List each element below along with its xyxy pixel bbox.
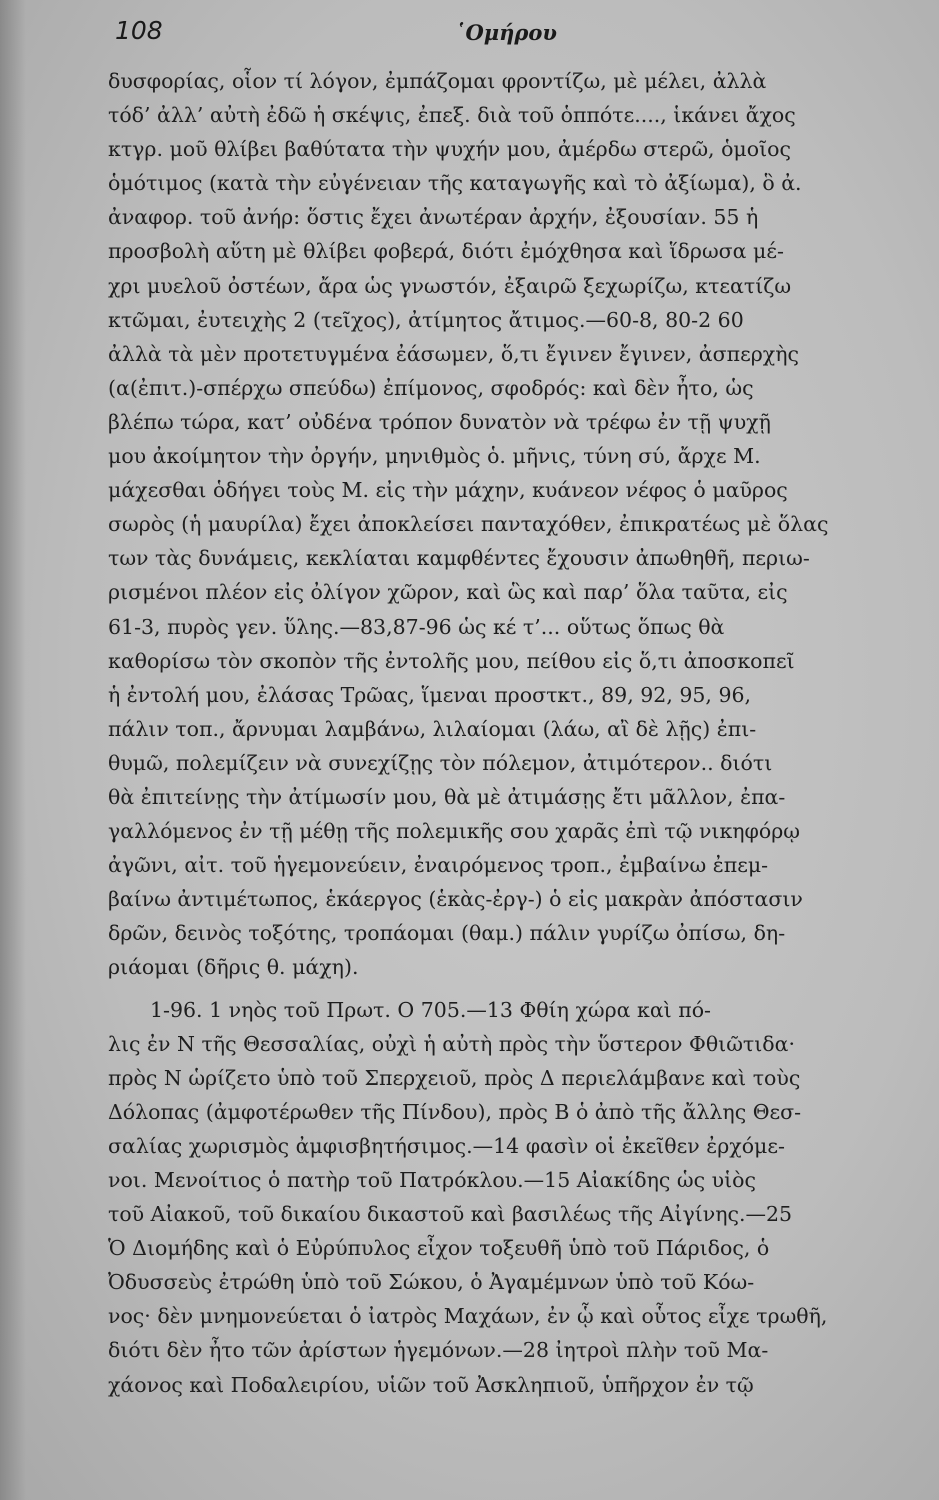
text-line: ἀγῶνι, αἰτ. τοῦ ἡγεμονεύειν, ἐναιρόμενος τροπ., ἐμβαίνω ἐπεμ- <box>108 853 769 878</box>
text-line: των τὰς δυνάμεις, κεκλίαται καμφθέντες ἔχουσιν ἀπωθηθῆ, περιω- <box>108 546 810 571</box>
text-line: κτγρ. μοῦ θλίβει βαθύτατα τὴν ψυχήν μου, ἀμέρδω στερῶ, ὁμοῖος <box>108 137 791 162</box>
text-line: 61-3, πυρὸς γεν. ὕλης.—83,87-96 ὡς κέ τ’... οὕτως ὅπως θὰ <box>108 614 725 639</box>
text-line: γαλλόμενος ἐν τῇ μέθῃ τῆς πολεμικῆς σου χαρᾶς ἐπὶ τῷ νικηφόρῳ <box>108 819 801 844</box>
page-header <box>0 10 939 50</box>
text-line: ριάομαι (δῆρις θ. μάχη). <box>108 955 359 980</box>
text-line: βλέπω τώρα, κατ’ οὐδένα τρόπον δυνατὸν νὰ τρέφω ἐν τῇ ψυχῇ <box>108 409 771 434</box>
text-line: θὰ ἐπιτείνῃς τὴν ἀτίμωσίν μου, θὰ μὲ ἀτιμάσῃς ἔτι μᾶλλον, ἐπα- <box>108 784 786 809</box>
text-line: διότι δὲν ἦτο τῶν ἀρίστων ἡγεμόνων.—28 ἰητροὶ πλὴν τοῦ Μα- <box>108 1338 769 1363</box>
text-line: (α(ἐπιτ.)-σπέρχω σπεύδω) ἐπίμονος, σφοδρός: καὶ δὲν ἦτο, ὡς <box>108 375 754 400</box>
text-line: χρι μυελοῦ ὀστέων, ἄρα ὡς γνωστόν, ἐξαιρῶ ξεχωρίζω, κτεατίζω <box>108 273 792 298</box>
text-line: ἡ ἐντολή μου, ἐλάσας Τρῶας, ἵμεναι προστκτ., 89, 92, 95, 96, <box>108 682 752 707</box>
text-line: σαλίας χωρισμὸς ἀμφισβητήσιμος.—14 φασὶν οἱ ἐκεῖθεν ἐρχόμε- <box>108 1133 785 1158</box>
text-line: δρῶν, δεινὸς τοξότης, τροπάομαι (θαμ.) πάλιν γυρίζω ὀπίσω, δη- <box>108 921 786 946</box>
text-line: κτῶμαι, ἐυτειχὴς 2 (τεῖχος), ἀτίμητος ἄτιμος.—60-8, 80-2 60 <box>108 307 744 332</box>
text-line: σωρὸς (ἡ μαυρίλα) ἔχει ἀποκλείσει πανταχόθεν, ἐπικρατέως μὲ ὅλας <box>108 512 829 537</box>
text-line: ρισμένοι πλέον εἰς ὀλίγον χῶρον, καὶ ὣς καὶ παρ’ ὅλα ταῦτα, εἰς <box>108 580 788 605</box>
text-line: πάλιν τοπ., ἄρνυμαι λαμβάνω, λιλαίομαι (λάω, αἲ δὲ λῇς) ἐπι- <box>108 716 757 741</box>
section-start-line: 1-96. 1 νηὸς τοῦ Πρωτ. Ο 705.—13 Φθίη χώρα καὶ πό- <box>150 997 711 1022</box>
commentary-text <box>108 64 918 1402</box>
text-line: ἀλλὰ τὰ μὲν προτετυγμένα ἐάσωμεν, ὅ,τι ἔγινεν ἔγινεν, ἀσπερχὴς <box>108 341 799 366</box>
text-line: καθορίσω τὸν σκοπὸν τῆς ἐντολῆς μου, πείθου εἰς ὅ,τι ἀποσκοπεῖ <box>108 648 795 673</box>
text-line: θυμῶ, πολεμίζειν νὰ συνεχίζῃς τὸν πόλεμον, ἀτιμότερον.. διότι <box>108 750 773 775</box>
text-line: χάονος καὶ Ποδαλειρίου, υἱῶν τοῦ Ἀσκληπιοῦ, ὑπῆρχον ἐν τῷ <box>108 1372 754 1397</box>
text-line: τόδ’ ἀλλ’ αὐτὴ ἐδῶ ἡ σκέψις, ἐπεξ. διὰ τοῦ ὁππότε...., ἱκάνει ἄχος <box>108 103 796 128</box>
text-line: ἀναφορ. τοῦ ἀνήρ: ὅστις ἔχει ἀνωτέραν ἀρχήν, ἐξουσίαν. 55 ἡ <box>108 205 759 230</box>
text-line: Δόλοπας (ἀμφοτέρωθεν τῆς Πίνδου), πρὸς Β ὁ ἀπὸ τῆς ἄλλης Θεσ- <box>108 1099 802 1124</box>
text-line: μάχεσθαι ὁδήγει τοὺς Μ. εἰς τὴν μάχην, κυάνεον νέφος ὁ μαῦρος <box>108 478 788 503</box>
text-line: νοι. Μενοίτιος ὁ πατὴρ τοῦ Πατρόκλου.—15 Αἰακίδης ὡς υἱὸς <box>108 1168 756 1192</box>
text-line: Ὀδυσσεὺς ἐτρώθη ὑπὸ τοῦ Σώκου, ὁ Ἀγαμέμνων ὑπὸ τοῦ Κόω- <box>108 1270 755 1295</box>
text-line: ὁμότιμος (κατὰ τὴν εὐγένειαν τῆς καταγωγῆς καὶ τὸ ἀξίωμα), ὃ ἀ. <box>108 171 802 196</box>
text-line: πρὸς Ν ὡρίζετο ὑπὸ τοῦ Σπερχειοῦ, πρὸς Δ περιελάμβανε καὶ τοὺς <box>108 1065 801 1090</box>
text-line: λις ἐν Ν τῆς Θεσσαλίας, οὐχὶ ἡ αὐτὴ πρὸς τὴν ὕστερον Φθιῶτιδα· <box>108 1031 795 1056</box>
running-title: ῾Ομήρου <box>455 20 557 45</box>
text-line: δυσφορίας, οἷον τί λόγον, ἐμπάζομαι φροντίζω, μὲ μέλει, ἀλλὰ <box>108 69 767 93</box>
text-line: τοῦ Αἰακοῦ, τοῦ δικαίου δικαστοῦ καὶ βασιλέως τῆς Αἰγίνης.—25 <box>108 1202 793 1227</box>
text-line: Ὁ Διομήδης καὶ ὁ Εὐρύπυλος εἶχον τοξευθῆ ὑπὸ τοῦ Πάριδος, ὁ <box>108 1236 770 1261</box>
page-number: 108 <box>115 16 163 45</box>
text-line: προσβολὴ αὕτη μὲ θλίβει φοβερά, διότι ἐμόχθησα καὶ ἵδρωσα μέ- <box>108 239 784 264</box>
text-line: βαίνω ἀντιμέτωπος, ἑκάεργος (ἑκὰς-ἐργ-) ὁ εἰς μακρὰν ἀπόστασιν <box>108 887 803 912</box>
text-line: νος· δὲν μνημονεύεται ὁ ἰατρὸς Μαχάων, ἐν ᾧ καὶ οὗτος εἶχε τρωθῆ, <box>108 1304 828 1329</box>
text-line: μου ἀκοίμητον τὴν ὀργήν, μηνιθμὸς ὁ. μῆνις, τύνη σύ, ἄρχε Μ. <box>108 444 761 469</box>
